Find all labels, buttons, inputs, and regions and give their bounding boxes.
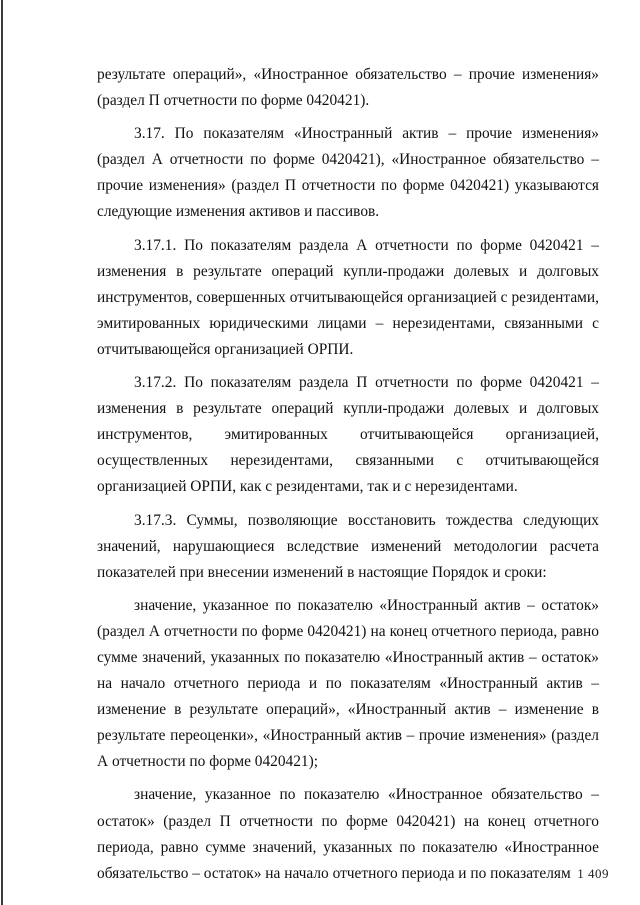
paragraph-continuation: результате операций», «Иностранное обязательство – прочие изменения» (раздел П отчетности по форме 0420421).: [97, 66, 599, 110]
document-body: [97, 62, 599, 894]
paragraph-3-17-2: 3.17.2. По показателям раздела П отчетности по форме 0420421 – изменения в результате операций купли-продажи долевых и долговых инструментов, эмитированных отчитывающейся организацией, осуществленных нерезидентами, связанными с отчитывающейся организацией ОРПИ, как с резидентами, так и с нерезидентами.: [97, 374, 599, 496]
paragraph-liability-identity: значение, указанное по показателю «Иностранное обязательство – остаток» (раздел П отчетности по форме 0420421) на конец отчетного периода, равно сумме значений, указанных по показателю «Иностранное обязательство – остаток» на начало отчетного периода и по показателям: [97, 786, 599, 882]
page-number: 1 409: [577, 866, 609, 881]
scan-edge-line: [1, 0, 3, 905]
paragraph-asset-identity: значение, указанное по показателю «Иностранный актив – остаток» (раздел А отчетности по форме 0420421) на конец отчетного периода, равно сумме значений, указанных по показателю «Иностранный актив – остаток» на начало отчетного периода и по показателям «Иностранный актив – изменение в результате операций», «Иностранный актив – изменение в результате переоценки», «Иностранный актив – прочие изменения» (раздел А отчетности по форме 0420421);: [97, 596, 599, 771]
paragraph-3-17-3: 3.17.3. Суммы, позволяющие восстановить тождества следующих значений, нарушающиеся вследствие изменений методологии расчета показателей при внесении изменений в настоящие Порядок и сроки:: [97, 511, 599, 581]
paragraph-3-17: 3.17. По показателям «Иностранный актив – прочие изменения» (раздел А отчетности по форме 0420421), «Иностранное обязательство – прочие изменения» (раздел П отчетности по форме 0420421) указываются следующие изменения активов и пассивов.: [97, 125, 599, 221]
paragraph-3-17-1: 3.17.1. По показателям раздела А отчетности по форме 0420421 – изменения в результате операций купли-продажи долевых и долговых инструментов, совершенных отчитывающейся организацией с резидентами, эмитированных юридическими лицами – нерезидентами, связанными с отчитывающейся организацией ОРПИ.: [97, 236, 599, 358]
